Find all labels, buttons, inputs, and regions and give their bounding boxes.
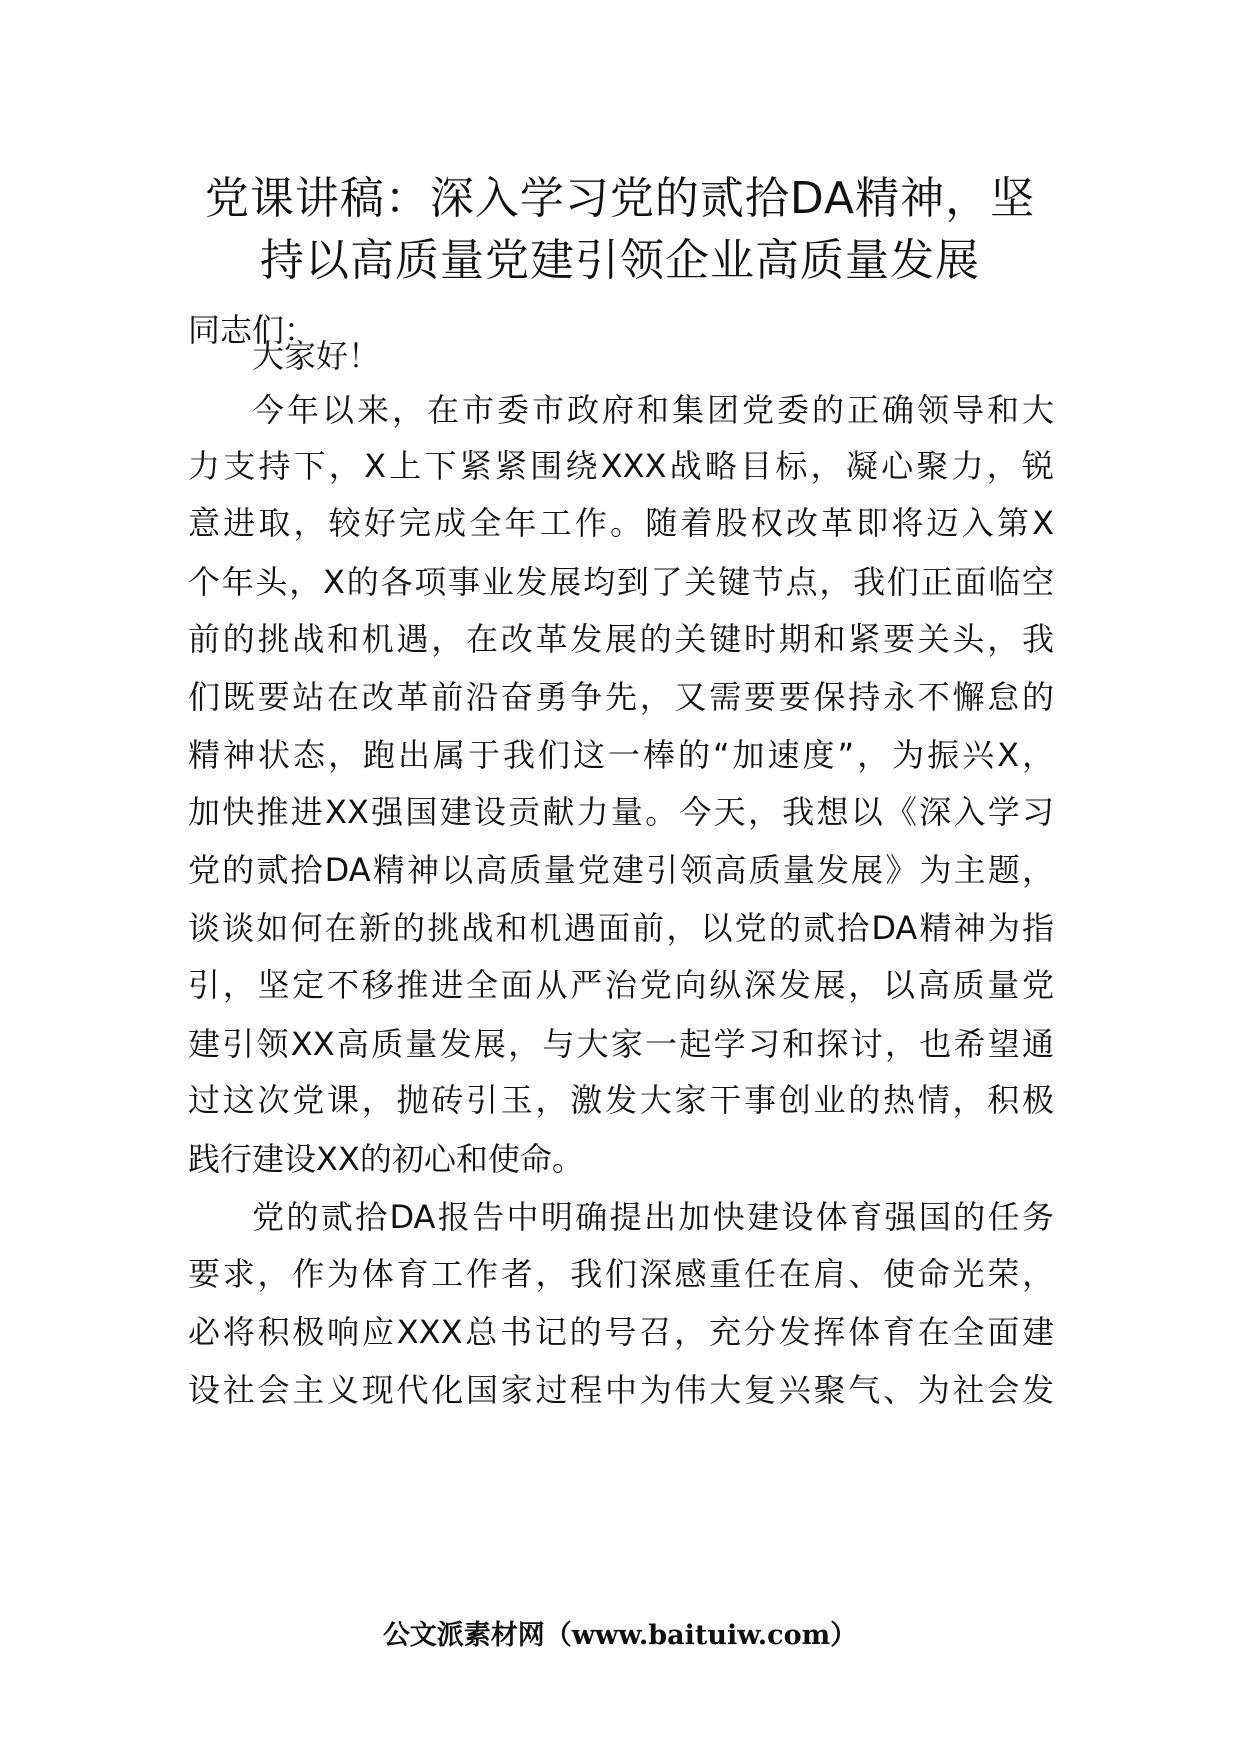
body-line: 设社会主义现代化国家过程中为伟大复兴聚气、为社会发: [188, 1371, 1054, 1409]
document-title-line-2: 持以高质量党建引领企业高质量发展: [260, 235, 980, 286]
body-line: 精神状态，跑出属于我们这一棒的“加速度”，为振兴X，: [188, 736, 1054, 774]
body-line: 引，坚定不移推进全面从严治党向纵深发展，以高质量党: [188, 966, 1054, 1004]
body-line: 们既要站在改革前沿奋勇争先，又需要要保持永不懈怠的: [188, 678, 1054, 716]
body-line: 必将积极响应XXX总书记的号召，充分发挥体育在全面建: [188, 1313, 1054, 1351]
body-line: 加快推进XX强国建设贡献力量。今天，我想以《深入学习: [188, 793, 1054, 831]
body-line: 力支持下，X上下紧紧围绕XXX战略目标，凝心聚力，锐: [188, 447, 1054, 485]
body-line: 要求，作为体育工作者，我们深感重任在肩、使命光荣，: [188, 1255, 1054, 1293]
body-line: 谈谈如何在新的挑战和机遇面前，以党的贰拾DA精神为指: [188, 909, 1054, 947]
footer-watermark-text: 公文派素材网（www.baituiw.com）: [382, 1620, 858, 1651]
document-title-line-1: 党课讲稿：深入学习党的贰拾DA精神，坚: [204, 173, 1036, 224]
body-line: 建引领XX高质量发展，与大家一起学习和探讨，也希望通: [188, 1025, 1054, 1063]
body-line: 意进取，较好完成全年工作。随着股权改革即将迈入第X: [188, 504, 1054, 542]
body-line: 大家好！: [252, 337, 381, 375]
body-line: 今年以来，在市委市政府和集团党委的正确领导和大: [252, 391, 1054, 429]
body-line: 过这次党课，抛砖引玉，激发大家干事创业的热情，积极: [188, 1081, 1054, 1119]
body-line: 前的挑战和机遇，在改革发展的关键时期和紧要关头，我: [188, 620, 1054, 658]
body-line: 党的贰拾DA报告中明确提出加快建设体育强国的任务: [252, 1198, 1054, 1236]
salutation: 同志们：: [188, 311, 317, 349]
body-line: 践行建设XX的初心和使命。: [188, 1140, 584, 1178]
body-line: 党的贰拾DA精神以高质量党建引领高质量发展》为主题，: [188, 851, 1054, 889]
body-line: 个年头，X的各项事业发展均到了关键节点，我们正面临空: [188, 563, 1054, 601]
